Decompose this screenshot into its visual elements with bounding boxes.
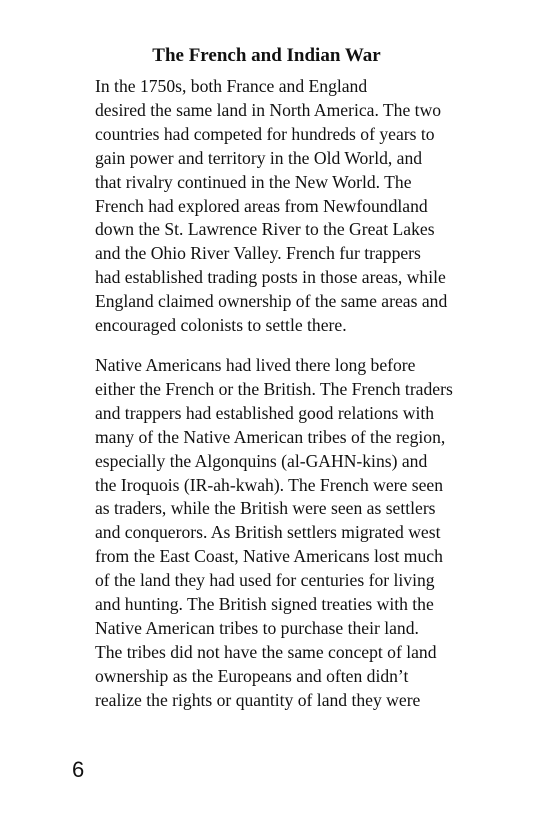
paragraph-line: and trappers had established good relations with [95,402,435,423]
paragraph-line: and the Ohio River Valley. French fur trappers [95,243,421,264]
paragraph-line: In the 1750s, both France and England [95,76,368,96]
paragraph-line: from the East Coast, Native Americans lost much [95,546,443,567]
paragraph-line: Native Americans had lived there long before [95,355,416,375]
paragraph-line: French had explored areas from Newfoundland [95,195,428,216]
section-title: The French and Indian War [152,45,381,66]
paragraph-line: countries had competed for hundreds of years to [95,123,435,144]
paragraph-line: England claimed ownership of the same areas and [95,291,448,312]
paragraph-line: of the land they had used for centuries for living [95,570,435,591]
paragraph-line: Native American tribes to purchase their land. [95,617,419,638]
paragraph-line: the Iroquois (IR-ah-kwah). The French were seen [95,474,444,495]
paragraph-line: down the St. Lawrence River to the Great Lakes [95,219,435,240]
paragraph-line: and conquerors. As British settlers migrated west [95,522,441,543]
paragraph-line: realize the rights or quantity of land they were [95,689,421,710]
paragraph-line: encouraged colonists to settle there. [95,315,347,336]
paragraph-line: The tribes did not have the same concept of land [95,641,437,662]
paragraph-line: as traders, while the British were seen as settlers [95,498,436,519]
paragraph-line: that rivalry continued in the New World. The [95,171,412,192]
paragraph-line: many of the Native American tribes of the region, [95,426,446,447]
page-number: 6 [72,757,85,782]
paragraph-line: and hunting. The British signed treaties with the [95,594,434,615]
paragraph-2 [75,354,470,713]
paragraph-line: desired the same land in North America. The two [95,99,442,120]
paragraph-line: especially the Algonquins (al-GAHN-kins) and [95,450,428,471]
paragraph-1 [75,75,470,338]
paragraph-line: either the French or the British. The French traders [95,378,453,399]
paragraph-line: gain power and territory in the Old World, and [95,147,423,168]
paragraph-line: ownership as the Europeans and often didn’t [95,665,409,686]
paragraph-line: had established trading posts in those areas, while [95,267,446,288]
